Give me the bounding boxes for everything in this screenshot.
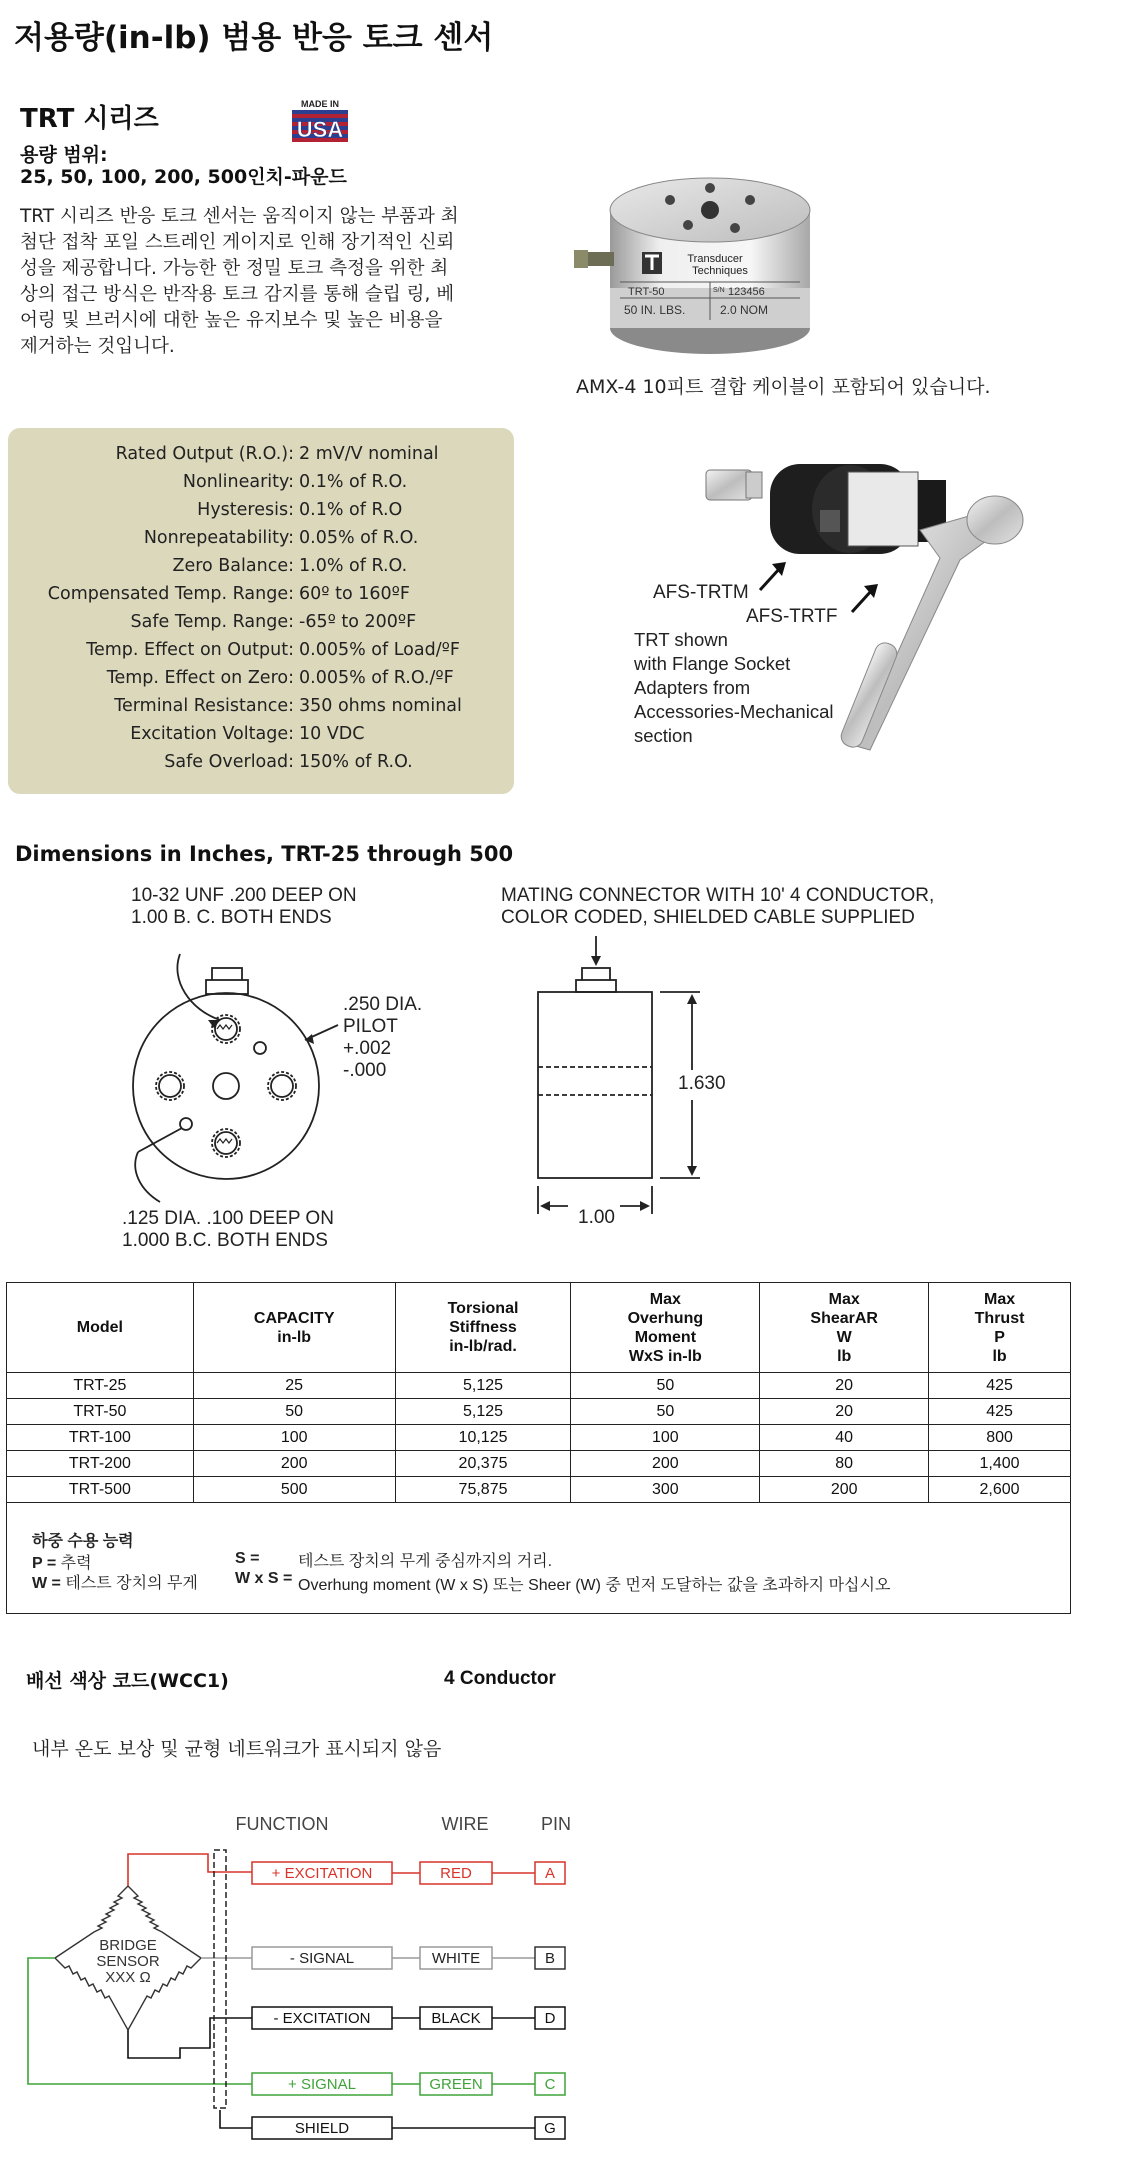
table-cell: 50: [571, 1373, 760, 1399]
table-cell: TRT-500: [7, 1477, 194, 1503]
table-cell: TRT-25: [7, 1373, 194, 1399]
table-cell: 25: [193, 1373, 395, 1399]
col-overhung: [571, 1283, 760, 1373]
table-row: [7, 1399, 1071, 1425]
spec-label: Excitation Voltage:: [130, 724, 294, 744]
spec-value: 0.05% of R.O.: [299, 528, 419, 548]
spec-value: 60º to 160ºF: [299, 584, 410, 604]
wiring-col-wire: WIRE: [441, 1814, 489, 1834]
note-wxs-key: [235, 1570, 292, 1588]
header-line: Max: [649, 1290, 681, 1308]
spec-row: [8, 724, 514, 752]
photo-brand-1: Transducer: [687, 253, 743, 265]
spec-row: [8, 640, 514, 668]
table-cell: 5,125: [395, 1399, 571, 1425]
wire-row: [252, 1862, 565, 1884]
wire-pin: B: [544, 1950, 556, 1967]
table-cell: TRT-200: [7, 1451, 194, 1477]
spec-row: [8, 556, 514, 584]
adapter-caption-line: Accessories-Mechanical: [634, 701, 834, 722]
header-line: Torsional: [447, 1300, 519, 1317]
spec-label: Terminal Resistance:: [114, 696, 294, 716]
made-in-text: MADE IN: [301, 99, 339, 109]
spec-value: 0.005% of Load/ºF: [299, 640, 460, 660]
wire-pin: G: [544, 2120, 556, 2137]
table-cell: 425: [929, 1373, 1071, 1399]
note-s-key: [235, 1550, 259, 1568]
header-line: Overhung: [627, 1309, 704, 1327]
dim-connector-note: MATING CONNECTOR WITH 10' 4 CONDUCTOR,: [501, 885, 935, 906]
spec-row: [8, 696, 514, 724]
table-header-row: [7, 1283, 1071, 1373]
adapter-caption-line: Adapters from: [634, 677, 751, 698]
table-cell: 425: [929, 1399, 1071, 1425]
table-row: [7, 1477, 1071, 1503]
note-w: [32, 1570, 198, 1593]
header-line: Max: [983, 1290, 1016, 1308]
wiring-col-function: FUNCTION: [235, 1814, 329, 1834]
table-cell: 50: [571, 1399, 760, 1425]
table-row: [7, 1425, 1071, 1451]
table-cell: 100: [193, 1425, 395, 1451]
spec-row: [8, 528, 514, 556]
spec-label: Safe Temp. Range:: [130, 612, 294, 632]
header-line: lb: [837, 1347, 852, 1365]
spec-label: Zero Balance:: [172, 556, 294, 576]
table-cell: 200: [760, 1477, 929, 1503]
spec-row: [8, 444, 514, 472]
header-line: Model: [76, 1319, 123, 1336]
spec-value: 2 mV/V nominal: [299, 444, 439, 464]
spec-value: 0.1% of R.O: [299, 500, 403, 520]
wire-row: [252, 2073, 565, 2095]
table-cell: 200: [571, 1451, 760, 1477]
spec-row: [8, 584, 514, 612]
adapter-photo: [620, 440, 1040, 770]
spec-value: 150% of R.O.: [299, 752, 413, 772]
dim-height: 1.630: [678, 1073, 726, 1094]
note-key: S =: [235, 1550, 260, 1567]
wire-color: RED: [440, 1865, 472, 1882]
wire-row: [252, 1947, 565, 1969]
spec-row: [8, 752, 514, 780]
table-cell: TRT-100: [7, 1425, 194, 1451]
header-line: ShearAR: [810, 1309, 878, 1327]
page-title: 저용량(in-lb) 범용 반응 토크 센서: [14, 20, 494, 56]
col-model: [7, 1283, 194, 1373]
photo-capacity: 50 IN. LBS.: [624, 303, 686, 317]
table-cell: 20: [760, 1373, 929, 1399]
table-cell: 20,375: [395, 1451, 571, 1477]
product-photo: [570, 170, 820, 360]
spec-value: 0.005% of R.O./ºF: [299, 668, 454, 688]
spec-label: Rated Output (R.O.):: [115, 444, 294, 464]
header-line: Thrust: [974, 1309, 1025, 1327]
wiring-conductor: 4 Conductor: [444, 1668, 556, 1689]
table-cell: TRT-50: [7, 1399, 194, 1425]
header-line: WxS in-lb: [628, 1347, 702, 1365]
wiring-title: 배선 색상 코드(WCC1): [26, 1670, 229, 1692]
col-capacity: [193, 1283, 395, 1373]
spec-value: 350 ohms nominal: [299, 696, 462, 716]
photo-model: TRT-50: [628, 286, 665, 298]
spec-label: Temp. Effect on Output:: [86, 640, 294, 660]
note-key: P =: [32, 1555, 57, 1572]
spec-label: Temp. Effect on Zero:: [106, 668, 294, 688]
load-notes: [6, 1502, 1071, 1614]
photo-serial: 123456: [728, 286, 765, 298]
spec-panel: [8, 428, 514, 794]
table-cell: 2,600: [929, 1477, 1071, 1503]
dim-note-bottom-left: .125 DIA. .100 DEEP ON: [122, 1208, 334, 1229]
dim-note-bottom-left: 1.000 B.C. BOTH ENDS: [122, 1230, 328, 1251]
series-name: TRT 시리즈: [20, 104, 159, 134]
photo-output: 2.0 NOM: [720, 303, 769, 317]
header-line: Max: [828, 1290, 860, 1308]
table-cell: 200: [193, 1451, 395, 1477]
dim-connector-note: COLOR CODED, SHIELDED CABLE SUPPLIED: [501, 907, 915, 928]
adapter-caption-line: section: [634, 725, 693, 746]
col-shear: [760, 1283, 929, 1373]
spec-row: [8, 472, 514, 500]
header-line: P: [994, 1328, 1005, 1346]
wire-color: GREEN: [429, 2076, 483, 2093]
wire-color: BLACK: [431, 2010, 481, 2027]
header-line: Stiffness: [449, 1319, 517, 1336]
header-line: lb: [992, 1347, 1007, 1365]
bridge-label: SENSOR: [96, 1953, 160, 1970]
spec-value: 1.0% of R.O.: [299, 556, 408, 576]
wire-row: [252, 2007, 565, 2029]
bridge-label: XXX Ω: [105, 1969, 151, 1986]
photo-brand-2: Techniques: [692, 265, 748, 277]
note-key: W x S =: [235, 1570, 293, 1587]
header-line: in-lb/rad.: [449, 1338, 517, 1355]
table-cell: 5,125: [395, 1373, 571, 1399]
spec-value: 0.1% of R.O.: [299, 472, 408, 492]
table-cell: 300: [571, 1477, 760, 1503]
capacity-table: [6, 1282, 1071, 1503]
table-cell: 75,875: [395, 1477, 571, 1503]
table-cell: 50: [193, 1399, 395, 1425]
dim-pilot-note: PILOT: [343, 1016, 398, 1037]
wire-function: - SIGNAL: [289, 1950, 355, 1967]
adapter-caption-line: TRT shown: [634, 629, 728, 650]
table-cell: 10,125: [395, 1425, 571, 1451]
table-cell: 80: [760, 1451, 929, 1477]
note-wxs-value: Overhung moment (W x S) 또는 Sheer (W) 중 먼저 도달하는 값을 초과하지 마십시오: [298, 1577, 891, 1594]
dim-pilot-note: .250 DIA.: [343, 994, 423, 1015]
wire-function: + EXCITATION: [271, 1865, 373, 1882]
dimensions-title: Dimensions in Inches, TRT-25 through 500: [15, 842, 514, 866]
spec-label: Nonrepeatability:: [143, 528, 294, 548]
header-line: CAPACITY: [253, 1309, 335, 1327]
spec-label: Compensated Temp. Range:: [47, 584, 294, 604]
capacity-label: 용량 범위:: [20, 144, 108, 166]
usa-text: USA: [296, 117, 344, 142]
col-thrust: [929, 1283, 1071, 1373]
spec-value: -65º to 200ºF: [299, 612, 417, 632]
made-in-usa-logo: [290, 98, 350, 144]
table-cell: 1,400: [929, 1451, 1071, 1477]
cable-note: AMX-4 10피트 결합 케이블이 포함되어 있습니다.: [576, 376, 991, 398]
table-row: [7, 1451, 1071, 1477]
spec-value: 10 VDC: [299, 724, 365, 744]
dim-note-top-left: 1.00 B. C. BOTH ENDS: [131, 907, 332, 928]
dim-note-top-left: 10-32 UNF .200 DEEP ON: [131, 885, 357, 906]
spec-row: [8, 500, 514, 528]
spec-row: [8, 668, 514, 696]
spec-label: Hysteresis:: [197, 500, 294, 520]
wire-function: SHIELD: [294, 2120, 350, 2137]
note-key: W =: [32, 1575, 61, 1592]
table-cell: 20: [760, 1399, 929, 1425]
load-notes-heading: 하중 수용 능력: [32, 1533, 134, 1550]
wiring-diagram: [20, 1800, 580, 2140]
capacity-values: 25, 50, 100, 200, 500인치-파운드: [20, 166, 347, 188]
header-line: in-lb: [277, 1328, 312, 1346]
dim-width: 1.00: [578, 1207, 615, 1228]
dim-pilot-note: -.000: [343, 1060, 387, 1081]
table-cell: 40: [760, 1425, 929, 1451]
bridge-label: BRIDGE: [99, 1937, 157, 1954]
adapter-caption-line: with Flange Socket: [634, 653, 791, 674]
dimension-drawing: [100, 930, 720, 1230]
table-row: [7, 1373, 1071, 1399]
wire-pin: A: [544, 1865, 556, 1882]
table-cell: 500: [193, 1477, 395, 1503]
header-line: W: [836, 1328, 852, 1346]
wire-function: + SIGNAL: [288, 2076, 356, 2093]
photo-serial-prefix: S/N: [713, 287, 725, 294]
table-cell: 800: [929, 1425, 1071, 1451]
wiring-note: 내부 온도 보상 및 균형 네트워크가 표시되지 않음: [32, 1738, 442, 1760]
product-description: TRT 시리즈 반응 토크 센서는 움직이지 않는 부품과 최첨단 접착 포일 스트레인 게이지로 인해 장기적인 신뢰성을 제공합니다. 가능한 한 정밀 토크 측정을 위한 최상의 접근 방식은 반작용 토크 감지를 통해 슬립 링, 베어링 및 브러시에 대한 높은 유지보수 및 높은 비용을 제거하는 것입니다.: [20, 206, 459, 357]
note-value: 테스트 장치의 무게: [65, 1575, 198, 1592]
note-value: 추력: [60, 1555, 92, 1572]
dim-pilot-note: +.002: [343, 1038, 392, 1059]
note-s-value: 테스트 장치의 무게 중심까지의 거리.: [298, 1553, 553, 1570]
table-cell: 100: [571, 1425, 760, 1451]
spec-label: Nonlinearity:: [182, 472, 294, 492]
adapter-label-trtm: AFS-TRTM: [653, 582, 749, 603]
adapter-label-trtf: AFS-TRTF: [746, 606, 838, 627]
wire-color: WHITE: [431, 1950, 481, 1967]
col-stiffness: [395, 1283, 571, 1373]
wiring-col-pin: PIN: [540, 1814, 572, 1834]
wire-pin: C: [544, 2076, 556, 2093]
spec-label: Safe Overload:: [164, 752, 294, 772]
spec-row: [8, 612, 514, 640]
wire-row: [252, 2117, 565, 2139]
wire-function: - EXCITATION: [273, 2010, 371, 2027]
wire-pin: D: [544, 2010, 556, 2027]
header-line: Moment: [634, 1328, 697, 1346]
